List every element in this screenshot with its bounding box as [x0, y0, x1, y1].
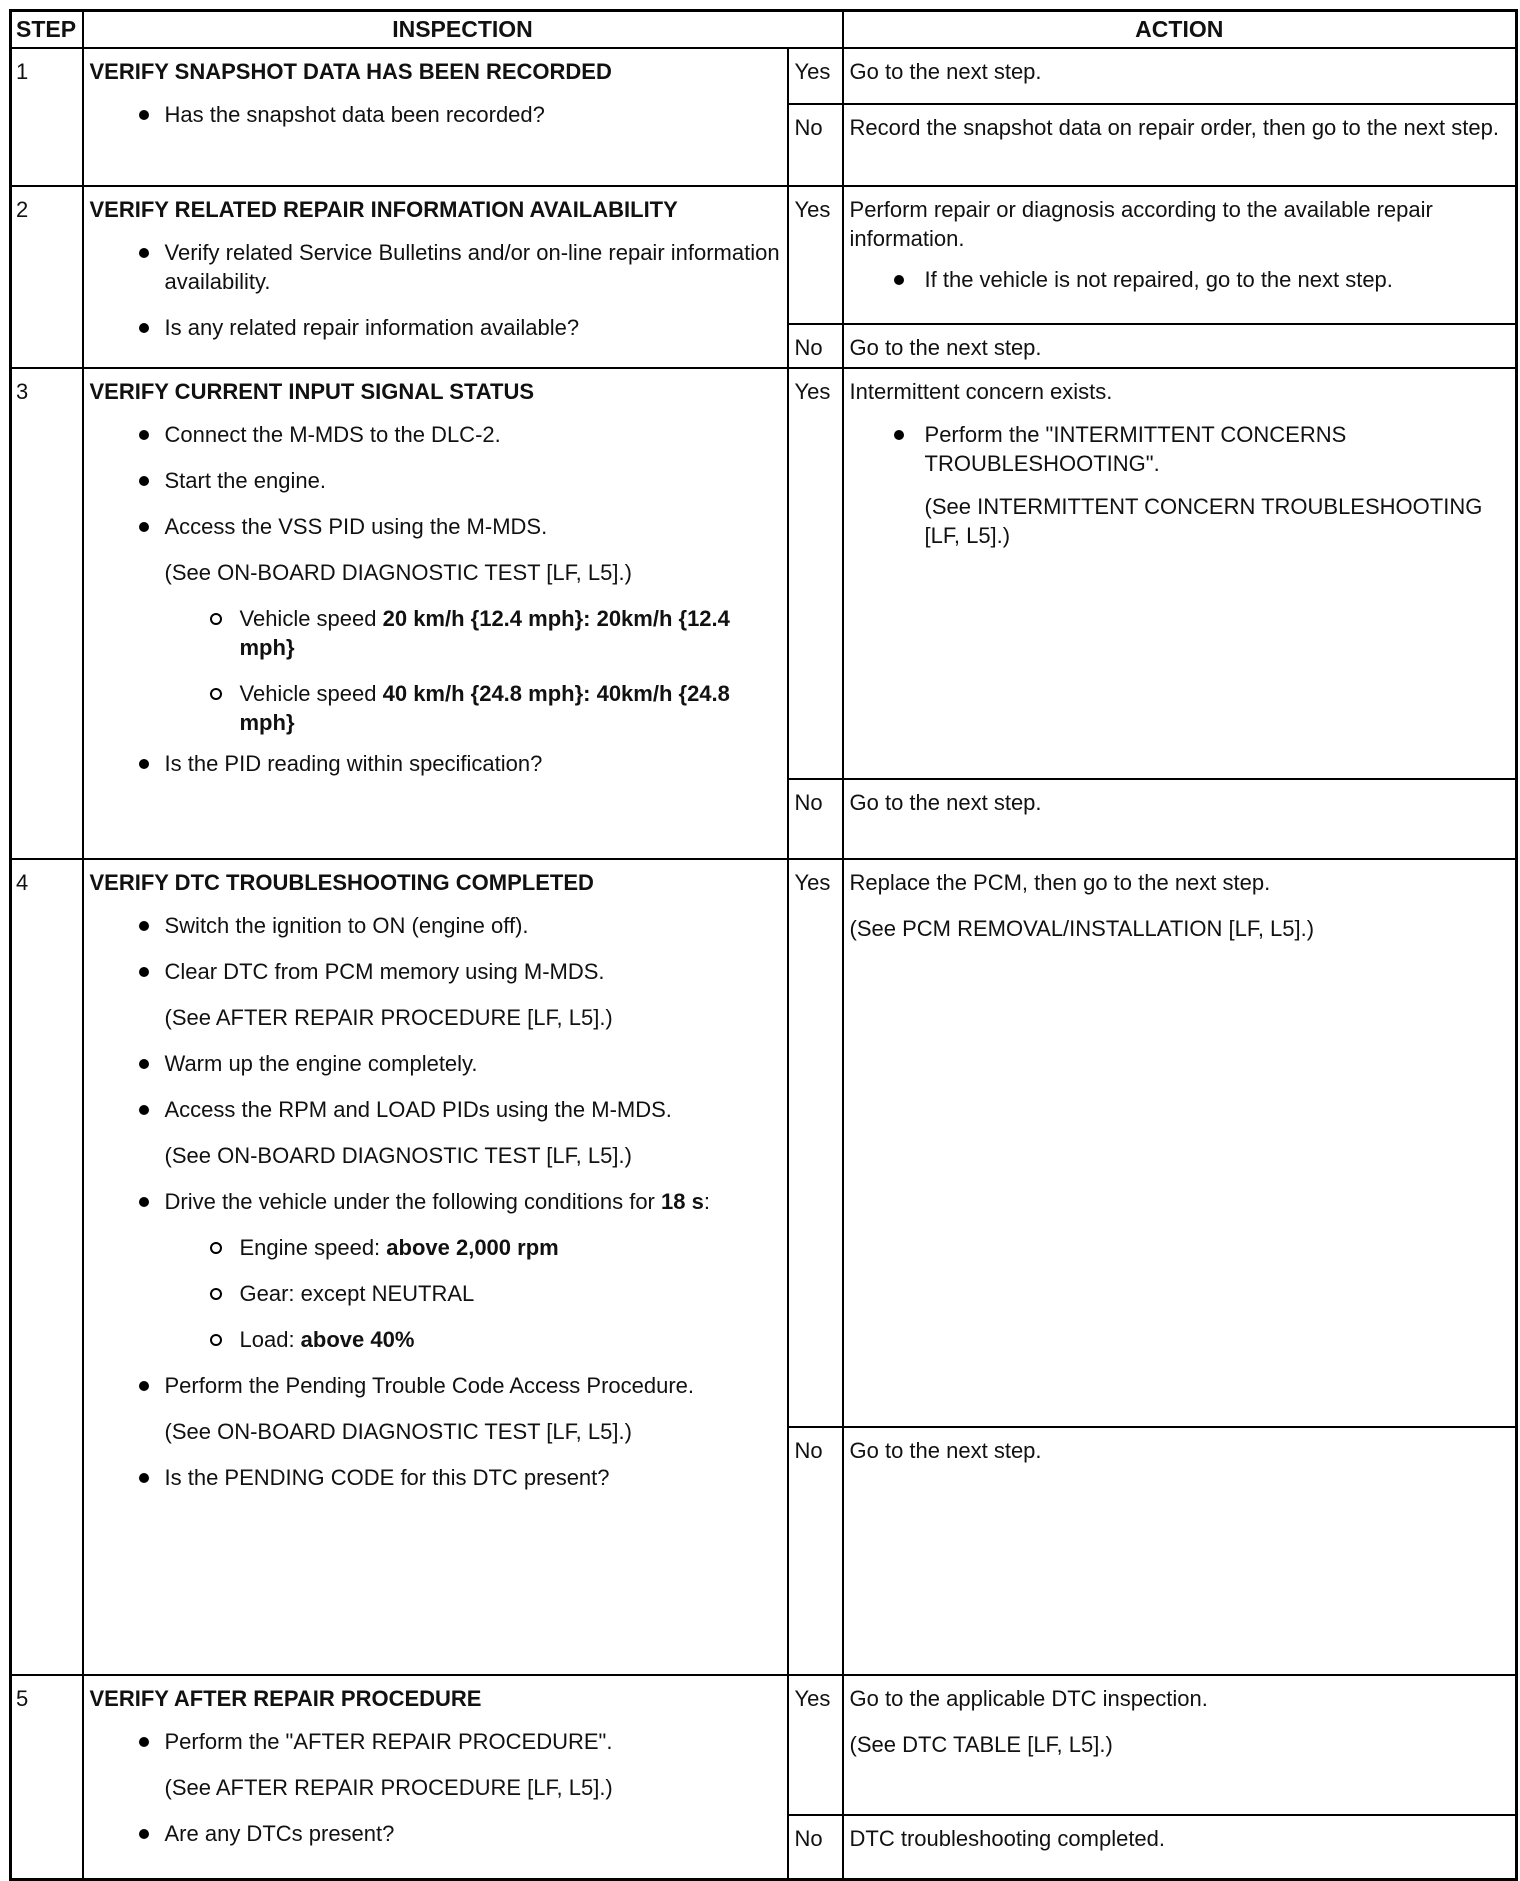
sub-text: Vehicle speed: [239, 681, 383, 706]
table-row: [11, 186, 1517, 324]
header-step: STEP: [11, 11, 83, 49]
table-row: [11, 859, 1517, 1427]
diagnostic-procedure-table: [9, 9, 1515, 1855]
sub-value: 20 km/h {12.4 mph}: 20km/h {12.4 mph}: [239, 606, 730, 660]
table-row: [11, 368, 1517, 779]
yes-action: [843, 1675, 1517, 1815]
yes-action: [843, 859, 1517, 1427]
reference-note: (See AFTER REPAIR PROCEDURE [LF, L5].): [164, 1775, 613, 1800]
yes-action: [843, 48, 1517, 104]
no-label: No: [788, 1815, 843, 1879]
yes-label: Yes: [788, 48, 843, 104]
table-row: [11, 1675, 1517, 1815]
reference-note: (See ON-BOARD DIAGNOSTIC TEST [LF, L5].): [164, 560, 632, 585]
inspection-cell: [83, 859, 788, 1675]
step-title: VERIFY SNAPSHOT DATA HAS BEEN RECORDED: [89, 59, 612, 84]
action-text: Go to the applicable DTC inspection.: [849, 1686, 1208, 1711]
bullet-text-end: :: [703, 1189, 710, 1214]
action-text: Perform repair or diagnosis according to the available repair information.: [849, 197, 1433, 251]
action-text: Record the snapshot data on repair order, then go to the next step.: [849, 115, 1499, 140]
action-bullet: Perform the "INTERMITTENT CONCERNS TROUBLESHOOTING".: [850, 420, 1510, 478]
step-title: VERIFY RELATED REPAIR INFORMATION AVAILABILITY: [89, 197, 678, 222]
yes-action: [843, 368, 1517, 779]
step-title: VERIFY DTC TROUBLESHOOTING COMPLETED: [89, 870, 594, 895]
yes-action: [843, 186, 1517, 324]
bullet-item: Verify related Service Bulletins and/or on-line repair information availability.: [90, 238, 781, 296]
reference-note: (See PCM REMOVAL/INSTALLATION [LF, L5].): [849, 916, 1315, 941]
action-text: Go to the next step.: [849, 335, 1042, 360]
action-text: Replace the PCM, then go to the next step.: [849, 870, 1271, 895]
no-action: [843, 324, 1517, 368]
table-row: [11, 48, 1517, 104]
bullet-item: Start the engine.: [90, 466, 781, 495]
reference-note: (See INTERMITTENT CONCERN TROUBLESHOOTING [LF, L5].): [924, 494, 1483, 548]
sub-bullet-item: [90, 1233, 781, 1262]
no-label: No: [788, 104, 843, 186]
no-action: [843, 779, 1517, 859]
reference-note: (See AFTER REPAIR PROCEDURE [LF, L5].): [164, 1005, 613, 1030]
sub-text: Vehicle speed: [239, 606, 383, 631]
sub-text: Load:: [239, 1327, 301, 1352]
action-text: Intermittent concern exists.: [849, 379, 1113, 404]
step-number: 1: [11, 48, 83, 186]
sub-bullet-item: [90, 679, 781, 737]
inspection-cell: [83, 368, 788, 859]
bullet-item: Are any DTCs present?: [90, 1819, 781, 1848]
bullet-item: Warm up the engine completely.: [90, 1049, 781, 1078]
bullet-item: Clear DTC from PCM memory using M-MDS.: [90, 957, 781, 986]
no-label: No: [788, 324, 843, 368]
sub-bullet-item: [90, 1279, 781, 1308]
action-text: Go to the next step.: [849, 1438, 1042, 1463]
no-label: No: [788, 1427, 843, 1675]
bullet-item: Has the snapshot data been recorded?: [90, 100, 781, 129]
step-title: VERIFY CURRENT INPUT SIGNAL STATUS: [89, 379, 535, 404]
sub-bullet-item: [90, 604, 781, 662]
no-action: [843, 1427, 1517, 1675]
yes-label: Yes: [788, 1675, 843, 1815]
sub-bullet-item: [90, 1325, 781, 1354]
bullet-item: [90, 1187, 781, 1216]
step-number: 5: [11, 1675, 83, 1879]
action-bullet: If the vehicle is not repaired, go to the next step.: [850, 265, 1510, 294]
reference-note: (See DTC TABLE [LF, L5].): [849, 1732, 1113, 1757]
step-number: 4: [11, 859, 83, 1675]
bullet-item: Perform the "AFTER REPAIR PROCEDURE".: [90, 1727, 781, 1756]
bullet-item: Switch the ignition to ON (engine off).: [90, 911, 781, 940]
inspection-cell: [83, 1675, 788, 1879]
bullet-item: Connect the M-MDS to the DLC-2.: [90, 420, 781, 449]
no-label: No: [788, 779, 843, 859]
reference-note: (See ON-BOARD DIAGNOSTIC TEST [LF, L5].): [164, 1143, 632, 1168]
step-title: VERIFY AFTER REPAIR PROCEDURE: [89, 1686, 482, 1711]
yes-label: Yes: [788, 859, 843, 1427]
bullet-item: Perform the Pending Trouble Code Access Procedure.: [90, 1371, 781, 1400]
sub-text: Engine speed:: [239, 1235, 387, 1260]
header-inspection: INSPECTION: [83, 11, 843, 49]
duration-value: 18 s: [661, 1189, 704, 1214]
bullet-item: Is the PENDING CODE for this DTC present?: [90, 1463, 781, 1492]
sub-value: above 2,000 rpm: [386, 1235, 559, 1260]
inspection-cell: [83, 186, 788, 368]
bullet-item: Is any related repair information available?: [90, 313, 781, 342]
sub-value: 40 km/h {24.8 mph}: 40km/h {24.8 mph}: [239, 681, 730, 735]
yes-label: Yes: [788, 186, 843, 324]
bullet-item: Access the VSS PID using the M-MDS.: [90, 512, 781, 541]
no-action: [843, 104, 1517, 186]
header-action: ACTION: [843, 11, 1517, 49]
bullet-item: Access the RPM and LOAD PIDs using the M-MDS.: [90, 1095, 781, 1124]
table-header-row: [11, 11, 1517, 49]
sub-value: above 40%: [300, 1327, 415, 1352]
sub-text: Gear: except NEUTRAL: [239, 1281, 475, 1306]
reference-note: (See ON-BOARD DIAGNOSTIC TEST [LF, L5].): [164, 1419, 632, 1444]
step-number: 3: [11, 368, 83, 859]
action-text: Go to the next step.: [849, 59, 1042, 84]
inspection-cell: [83, 48, 788, 186]
step-number: 2: [11, 186, 83, 368]
action-text: Go to the next step.: [849, 790, 1042, 815]
bullet-item: Is the PID reading within specification?: [90, 749, 781, 778]
bullet-text: Drive the vehicle under the following conditions for: [164, 1189, 661, 1214]
action-text: DTC troubleshooting completed.: [849, 1826, 1166, 1851]
yes-label: Yes: [788, 368, 843, 779]
no-action: [843, 1815, 1517, 1879]
